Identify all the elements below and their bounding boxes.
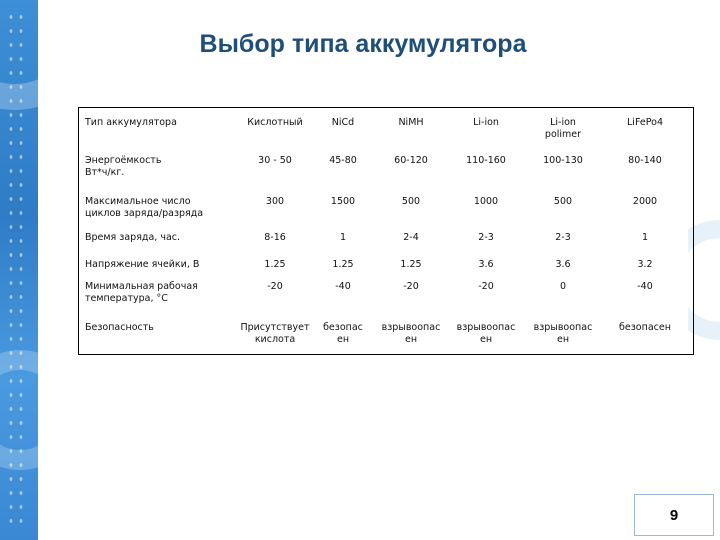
table-cell: -20 [267, 281, 283, 292]
table-cell: 1500 [330, 196, 356, 207]
table-cell: 45-80 [329, 155, 357, 166]
table-cell: 1 [641, 232, 649, 243]
table-cell: 100-130 [543, 155, 583, 166]
table-cell: 30 - 50 [258, 155, 292, 166]
table-cell: Кислотный [247, 117, 303, 128]
slide-title: Выбор типа аккумулятора [199, 30, 527, 58]
battery-comparison-table [78, 107, 694, 355]
table-cell: 1.25 [400, 259, 422, 270]
table-cell: Присутствует кислота [240, 322, 310, 345]
table-cell: 0 [559, 281, 567, 292]
table-cell: -20 [478, 281, 494, 292]
table-cell: 1.25 [264, 259, 286, 270]
table-cell: 300 [265, 196, 285, 207]
row-label: Тип аккумулятора [85, 117, 177, 128]
table-cell: взрывоопас ен [533, 322, 593, 345]
table-cell: безопас ен [323, 322, 363, 345]
row-label: Минимальная рабочая температура, °С [85, 281, 198, 304]
table-cell: 2-4 [403, 232, 419, 243]
table-cell: взрывоопас ен [381, 322, 441, 345]
table-cell: 2000 [632, 196, 658, 207]
table-cell: 1.25 [332, 259, 354, 270]
page-number: 9 [634, 494, 714, 536]
table-cell: LiFePo4 [627, 117, 663, 128]
row-label: Напряжение ячейки, В [85, 259, 200, 270]
table-cell: -40 [637, 281, 653, 292]
row-label: Время заряда, час. [85, 232, 181, 243]
table-cell: 500 [553, 196, 573, 207]
table-cell: 2-3 [555, 232, 571, 243]
table-cell: 1 [339, 232, 347, 243]
table-cell: 60-120 [394, 155, 428, 166]
table-cell: безопасен [619, 322, 671, 333]
table-cell: 1000 [473, 196, 499, 207]
table-cell: 3.6 [555, 259, 571, 270]
table-cell: NiMH [398, 117, 424, 128]
table-cell: 80-140 [628, 155, 662, 166]
table-cell: Li-ion [473, 117, 499, 128]
table-cell: 500 [401, 196, 421, 207]
table-cell: 3.6 [478, 259, 494, 270]
table-cell: -40 [335, 281, 351, 292]
row-label: Энергоёмкость Вт*ч/кг. [85, 155, 162, 178]
table-cell: NiCd [331, 117, 355, 128]
table-cell: взрывоопас ен [456, 322, 516, 345]
table-cell: 8-16 [264, 232, 286, 243]
table-cell: 3.2 [637, 259, 653, 270]
table-cell: 2-3 [478, 232, 494, 243]
table-cell: 110-160 [466, 155, 506, 166]
table-cell: Li-ion polimer [544, 117, 582, 140]
row-label: Безопасность [85, 322, 154, 333]
row-label: Максимальное число циклов заряда/разряда [85, 196, 204, 219]
table-cell: -20 [403, 281, 419, 292]
